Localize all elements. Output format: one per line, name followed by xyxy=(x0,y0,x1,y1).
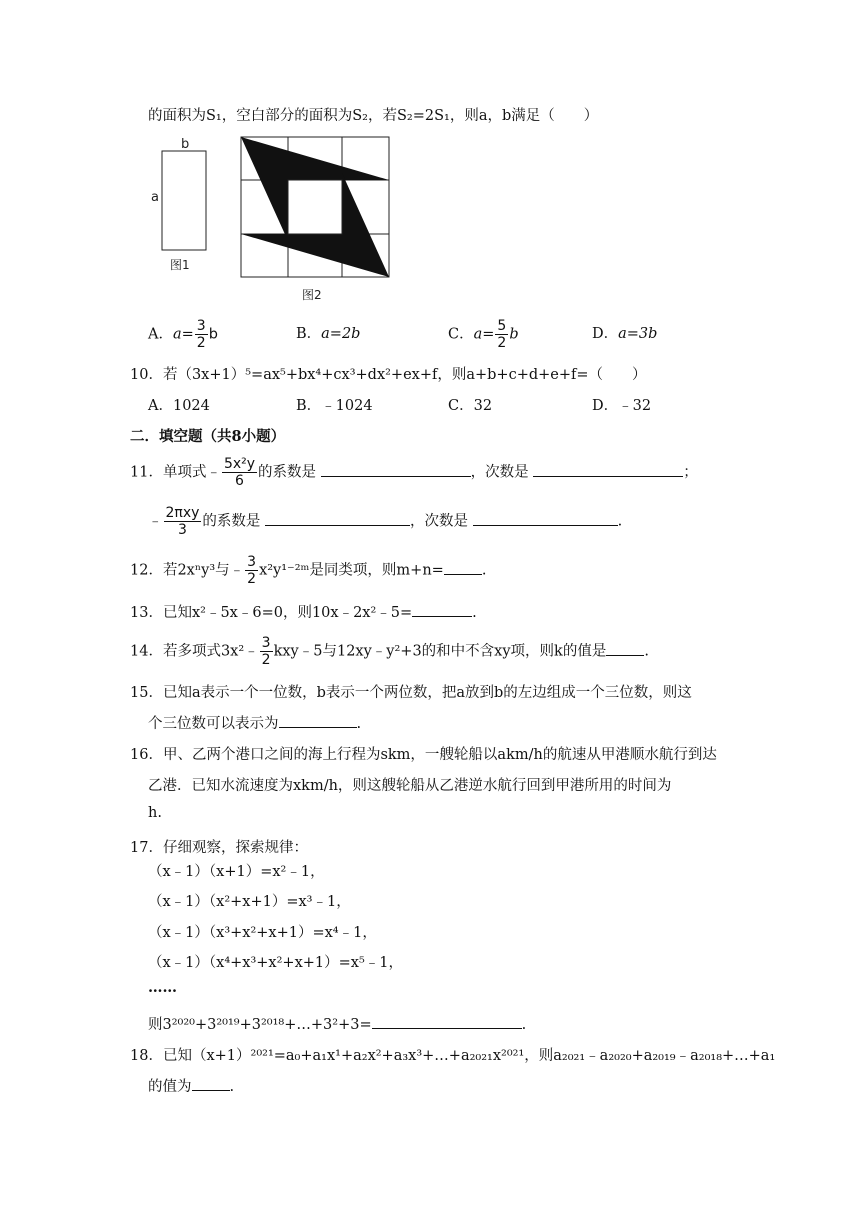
q11-line1: 11．单项式﹣ $\frac{\text{5x²y}}{6}$ 的系数是 ，次数是 ； xyxy=(130,456,698,489)
q15-line1: 15．已知a表示一个一位数，b表示一个两位数，把a放到b的左边组成一个三位数，则这 xyxy=(130,685,692,701)
q17-blank[interactable] xyxy=(372,1014,522,1029)
q17-intro: 17．仔细观察，探索规律： xyxy=(130,840,308,856)
q10-option-c: C．32 xyxy=(448,398,493,414)
q16-line2: 乙港．已知水流速度为xkm/h，则这艘轮船从乙港逆水航行回到甲港所用的时间为 xyxy=(148,778,672,794)
q17-row-1: （x﹣1）（x+1）=x²﹣1， xyxy=(148,864,325,880)
q9-stem: 的面积为S₁，空白部分的面积为S₂，若S₂=2S₁，则a，b满足（ ） xyxy=(148,108,599,124)
fig1-caption: 图1 xyxy=(170,258,190,272)
q10-option-b: B．﹣1024 xyxy=(296,398,373,414)
q17-ask: 则3²⁰²⁰+3²⁰¹⁹+3²⁰¹⁸+…+3²+3= . xyxy=(148,1013,526,1034)
q9-option-a: A．a= $\frac{3}{2}$ b xyxy=(148,318,218,351)
q14-blank[interactable] xyxy=(606,641,644,656)
q18-line2: 的值为 . xyxy=(148,1075,234,1096)
q13: 13．已知x²﹣5x﹣6=0，则10x﹣2x²﹣5= . xyxy=(130,601,477,622)
q9-option-b: B．a=2b xyxy=(296,326,361,342)
q11-blank-4[interactable] xyxy=(473,511,618,526)
q11-blank-1[interactable] xyxy=(321,462,471,477)
fig1-rectangle xyxy=(162,151,206,250)
q15-blank[interactable] xyxy=(279,713,357,728)
q17-row-3: （x﹣1）（x³+x²+x+1）=x⁴﹣1， xyxy=(148,925,377,941)
q9-option-d: D．a=3b xyxy=(592,326,658,342)
q11-blank-3[interactable] xyxy=(265,511,410,526)
q13-blank[interactable] xyxy=(412,602,472,617)
q17-ellipsis: …… xyxy=(148,979,177,996)
q12: 12．若2xⁿy³与﹣ $\frac{3}{2}$ x²y¹⁻²ᵐ是同类项，则m+n= . xyxy=(130,554,487,587)
q11-line2: ﹣ $\frac{\text{2πxy}}{3}$ 的系数是 ，次数是 . xyxy=(148,505,623,538)
q18-blank[interactable] xyxy=(192,1076,230,1091)
q17-row-2: （x﹣1）（x²+x+1）=x³﹣1， xyxy=(148,894,351,910)
q9-figures xyxy=(148,133,408,305)
q18-line1: 18．已知（x+1）²⁰²¹=a₀+a₁x¹+a₂x²+a₃x³+…+a₂₀₂₁x²⁰²¹，则a₂₀₂₁﹣a₂₀₂₀+a₂₀₁₉﹣a₂₀₁₈+…+a₁ xyxy=(130,1048,776,1064)
q10-stem: 10．若（3x+1）⁵=ax⁵+bx⁴+cx³+dx²+ex+f，则a+b+c+d+e+f=（ ） xyxy=(130,367,647,383)
q12-blank[interactable] xyxy=(444,560,482,575)
q17-row-4: （x﹣1）（x⁴+x³+x²+x+1）=x⁵﹣1， xyxy=(148,955,403,971)
fig1-label-b: b xyxy=(181,137,190,152)
fig2-caption: 图2 xyxy=(302,288,322,302)
q10-option-a: A．1024 xyxy=(148,398,210,414)
q16-line1: 16．甲、乙两个港口之间的海上行程为skm，一艘轮船以akm/h的航速从甲港顺水航行到达 xyxy=(130,747,717,763)
q15-line2: 个三位数可以表示为 . xyxy=(148,712,361,733)
q9-option-c: C．a= $\frac{5}{2}$ b xyxy=(448,318,519,351)
fig1-label-a: a xyxy=(151,190,159,205)
q10-option-d: D．﹣32 xyxy=(592,398,652,414)
q14: 14．若多项式3x²﹣ $\frac{3}{2}$ kxy﹣5与12xy﹣y²+3的和中不含xy项，则k的值是 . xyxy=(130,635,649,668)
section-title: 二．填空题（共8小题） xyxy=(130,428,286,445)
q16-line3: h. xyxy=(148,805,162,821)
fig2-inner-square xyxy=(288,180,342,234)
q11-blank-2[interactable] xyxy=(533,462,683,477)
